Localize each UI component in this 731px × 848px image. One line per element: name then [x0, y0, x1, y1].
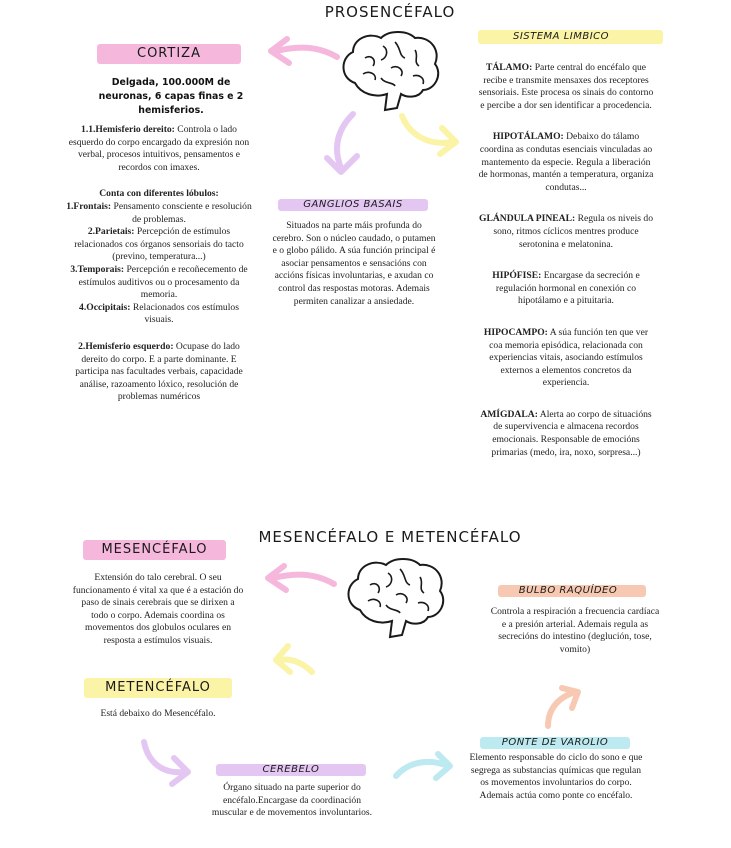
arrow-up-yellow [268, 640, 318, 680]
mesencefalo-metencefalo-title: MESENCÉFALO E METENCÉFALO [258, 528, 522, 546]
arrow-down-purple [323, 110, 363, 180]
arrow-right-cyan [390, 750, 460, 790]
arrow-left-pink [262, 562, 342, 602]
limbico-item-hipocampo: HIPOCAMPO: A súa función ten que ver coa memoria episódica, relacionada con experiencias vitais, asociando estímulos externos a elementos concretos da experiencia. [483, 326, 649, 389]
cortiza-body [64, 124, 254, 404]
cerebelo-heading: CEREBELO [262, 764, 320, 775]
metencefalo-heading: METENCÉFALO [105, 680, 211, 695]
lobes-heading: Conta con diferentes lóbulos: [99, 188, 219, 200]
lobe-item: 3.Temporais: Percepción e recoñecemento de estímulos auditivos ou o procesamento da memoria. [70, 263, 248, 301]
limbico-heading: SISTEMA LIMBICO [512, 31, 610, 42]
cerebelo-text: Órgano situado na parte superior do encéfalo.Encargase da coordinación muscular e de movementos involuntarios. [211, 782, 373, 819]
ganglios-text: Situados na parte máis profunda do cerebro. Son o núcleo caudado, o putamen e o globo pálido. A súa función principal é asociar pensamentos e sensacións con accións físicas involuntarias, e axudan co control das respostas motoras. Ademais permiten canalizar a ansiedade. [272, 220, 436, 307]
lobe-item: 1.Frontais: Pensamento consciente e resolución de problemas. [66, 200, 252, 225]
limbico-list [478, 62, 654, 459]
cortiza-intro: Delgada, 100.000M de neuronas, 6 capas finas e 2 hemisferios. [98, 77, 244, 116]
limbico-item-hipotalamo: HIPOTÁLAMO: Debaixo do tálamo coordina as condutas esenciais vinculadas ao mantemento da especie. Regula a liberación de hormonas, mantén a temperatura, organiza condutas... [478, 131, 654, 193]
prosencefalo-title: PROSENCÉFALO [324, 3, 456, 21]
arrow-down-purple [138, 738, 198, 788]
brain-icon [340, 555, 450, 645]
lobe-item: 2.Parietais: Percepción de estímulos relacionados cos órganos sensoriais do tacto (previno, temperatura...) [74, 226, 244, 263]
bulbo-heading: BULBO RAQUÍDEO [518, 585, 618, 596]
limbico-item-hipofise: HIPÓFISE: Encargase da secreción e regulación hormonal en conexión co hipotálamo e a pituitaria. [492, 270, 640, 307]
mesencefalo-heading: MESENCÉFALO [101, 542, 208, 557]
arrow-up-peach [540, 684, 590, 734]
bulbo-text: Controla a respiración a frecuencia cardíaca e a presión arterial. Ademais regula as secrecións do intestino (deglución, tose, vomito) [490, 606, 660, 655]
lobe-item: 4.Occipitais: Relacionados cos estímulos visuais. [79, 301, 239, 326]
limbico-item-talamo: TÁLAMO: Parte central do encéfalo que recibe e transmite mensaxes dos receptores sensoriais. Este procesa os sinais do contorno e percibe a dor sen identificar a procedencia. [478, 62, 654, 111]
ganglios-heading: GANGLIOS BASAIS [303, 199, 403, 210]
brain-icon [335, 28, 445, 118]
arrow-left-pink [265, 35, 345, 75]
metencefalo-text: Está debaixo do Mesencéfalo. [100, 708, 216, 719]
ponte-heading: PONTE DE VAROLIO [501, 737, 609, 748]
hemisferio-esquerdo: 2.Hemisferio esquerdo: Ocupase do lado dereito do corpo. E a parte dominante. E participa nas facultades verbais, capacidade análise, razoamento lóxico, resolución de problemas numéricos [75, 340, 243, 403]
ponte-text: Elemento responsable do ciclo do sono e que segrega as substancias químicas que regulan os movementos involuntarios do corpo. Ademais actúa como ponte co encéfalo. [469, 752, 643, 801]
cortiza-heading: CORTIZA [137, 46, 201, 61]
limbico-item-pineal: GLÁNDULA PINEAL: Regula os niveis do sono, ritmos cíclicos mentres produce serotonina e melatonina. [478, 213, 654, 250]
mesencefalo-text: Extensión do talo cerebral. O seu funcionamento é vital xa que é a estación do paso de sinais cerebrais que se dirixen a todo o corpo. Ademais coordina os movementos dos globulos oculares en resposta a estímulos visuais. [72, 572, 244, 646]
hemisferio-dereito: 1.1.Hemisferio dereito: Controla o lado esquerdo do corpo encargado da expresión non verbal, procesos intuitivos, pensamentos e recordos con imaxes. [68, 124, 250, 173]
limbico-item-amigdala: AMÍGDALA: Alerta ao corpo de situacións de supervivencia e almacena recordos emocionais. Responsable de emocións primarias (medo, ira, noxo, sorpresa...) [480, 408, 652, 458]
arrow-right-yellow [396, 110, 466, 160]
